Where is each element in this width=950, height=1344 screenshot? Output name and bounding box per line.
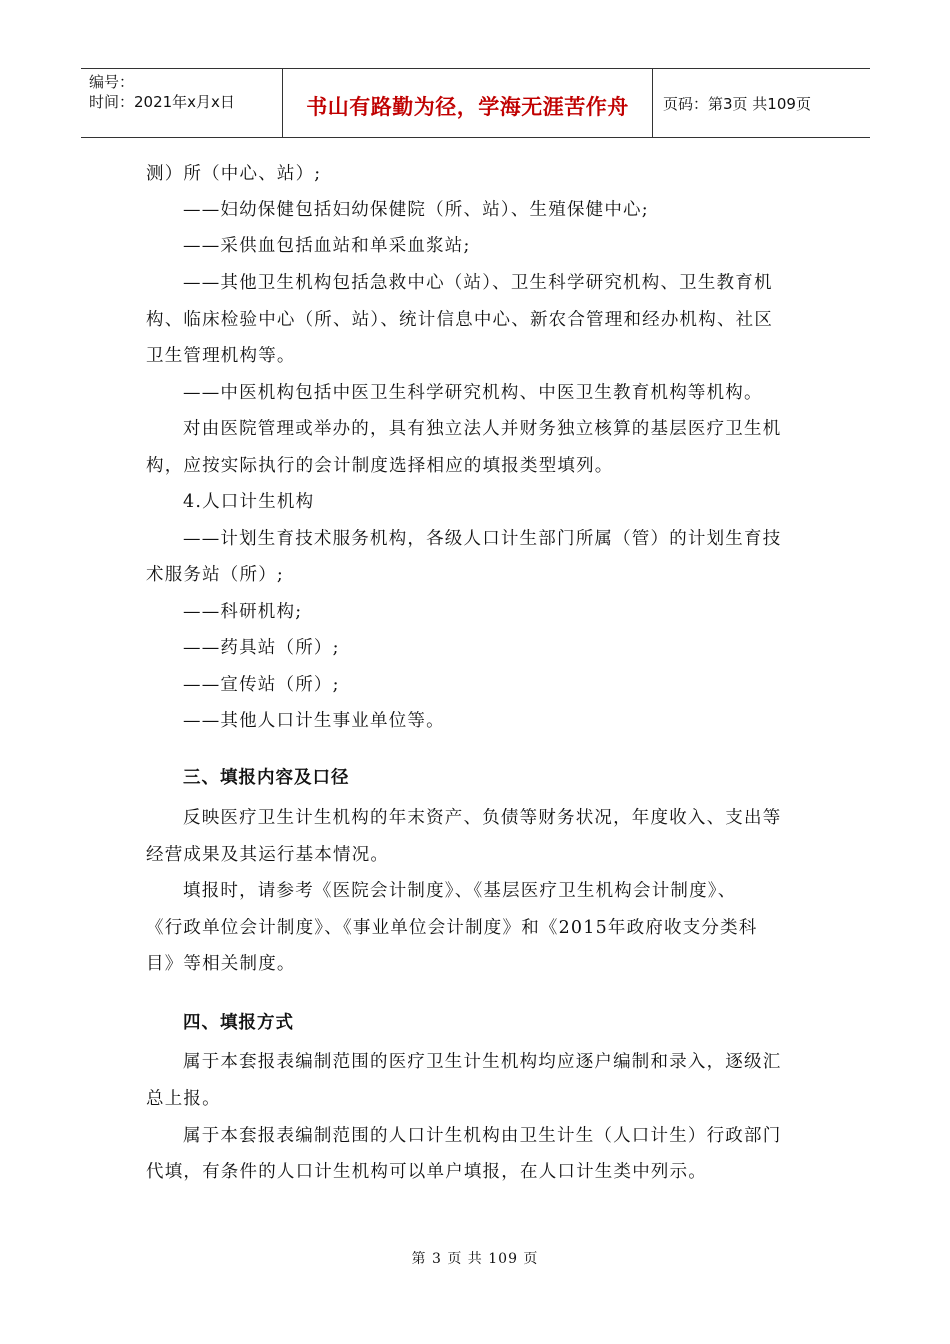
- body-line: ——计划生育技术服务机构，各级人口计生部门所属（管）的计划生育技: [183, 529, 782, 549]
- body-line: 测）所（中心、站）;: [146, 164, 322, 184]
- body-line: 构，应按实际执行的会计制度选择相应的填报类型填列。: [146, 456, 614, 476]
- header-motto: 书山有路勤为径，学海无涯苦作舟: [306, 95, 629, 119]
- body-line: ——妇幼保健包括妇幼保健院（所、站）、生殖保健中心;: [183, 200, 649, 220]
- body-line: ——中医机构包括中医卫生科学研究机构、中医卫生教育机构等机构。: [183, 383, 763, 403]
- header-page-cell: [653, 69, 870, 137]
- section-heading-4: 四、填报方式: [183, 1013, 294, 1033]
- body-line: ——采供血包括血站和单采血浆站;: [183, 236, 471, 256]
- body-line: 经营成果及其运行基本情况。: [146, 845, 390, 865]
- body-line: 代填，有条件的人口计生机构可以单户填报，在人口计生类中列示。: [146, 1162, 707, 1182]
- page-header: [81, 68, 870, 138]
- body-line: ——其他卫生机构包括急救中心（站）、卫生科学研究机构、卫生教育机: [183, 273, 773, 293]
- body-line: 构、临床检验中心（所、站）、统计信息中心、新农合管理和经办机构、社区: [146, 310, 774, 330]
- document-number-label: 编号：: [89, 73, 135, 91]
- body-line: 目》等相关制度。: [146, 954, 296, 974]
- document-date-label: 时间：2021年x月x日: [89, 93, 235, 111]
- body-line: ——宣传站（所）;: [183, 675, 340, 695]
- body-line: ——药具站（所）;: [183, 638, 340, 658]
- body-line: 对由医院管理或举办的，具有独立法人并财务独立核算的基层医疗卫生机: [183, 419, 782, 439]
- header-page-info: 页码：第3页 共109页: [663, 95, 811, 113]
- header-motto-cell: [283, 69, 653, 137]
- body-line: 卫生管理机构等。: [146, 346, 296, 366]
- page-footer: 第 3 页 共 109 页: [411, 1251, 539, 1267]
- body-line: 填报时，请参考《医院会计制度》、《基层医疗卫生机构会计制度》、: [183, 881, 737, 901]
- body-line: 4.人口计生机构: [183, 492, 315, 512]
- body-line: 总上报。: [146, 1089, 221, 1109]
- body-line: 属于本套报表编制范围的人口计生机构由卫生计生（人口计生）行政部门: [183, 1126, 782, 1146]
- body-line: 属于本套报表编制范围的医疗卫生计生机构均应逐户编制和录入，逐级汇: [183, 1052, 782, 1072]
- section-heading-3: 三、填报内容及口径: [183, 768, 350, 788]
- body-line: 反映医疗卫生计生机构的年末资产、负债等财务状况，年度收入、支出等: [183, 808, 782, 828]
- body-line: 术服务站（所）;: [146, 565, 284, 585]
- body-line: ——其他人口计生事业单位等。: [183, 711, 445, 731]
- header-meta-cell: [81, 69, 283, 137]
- body-line: ——科研机构;: [183, 602, 303, 622]
- body-line: 《行政单位会计制度》、《事业单位会计制度》和《2015年政府收支分类科: [146, 918, 758, 938]
